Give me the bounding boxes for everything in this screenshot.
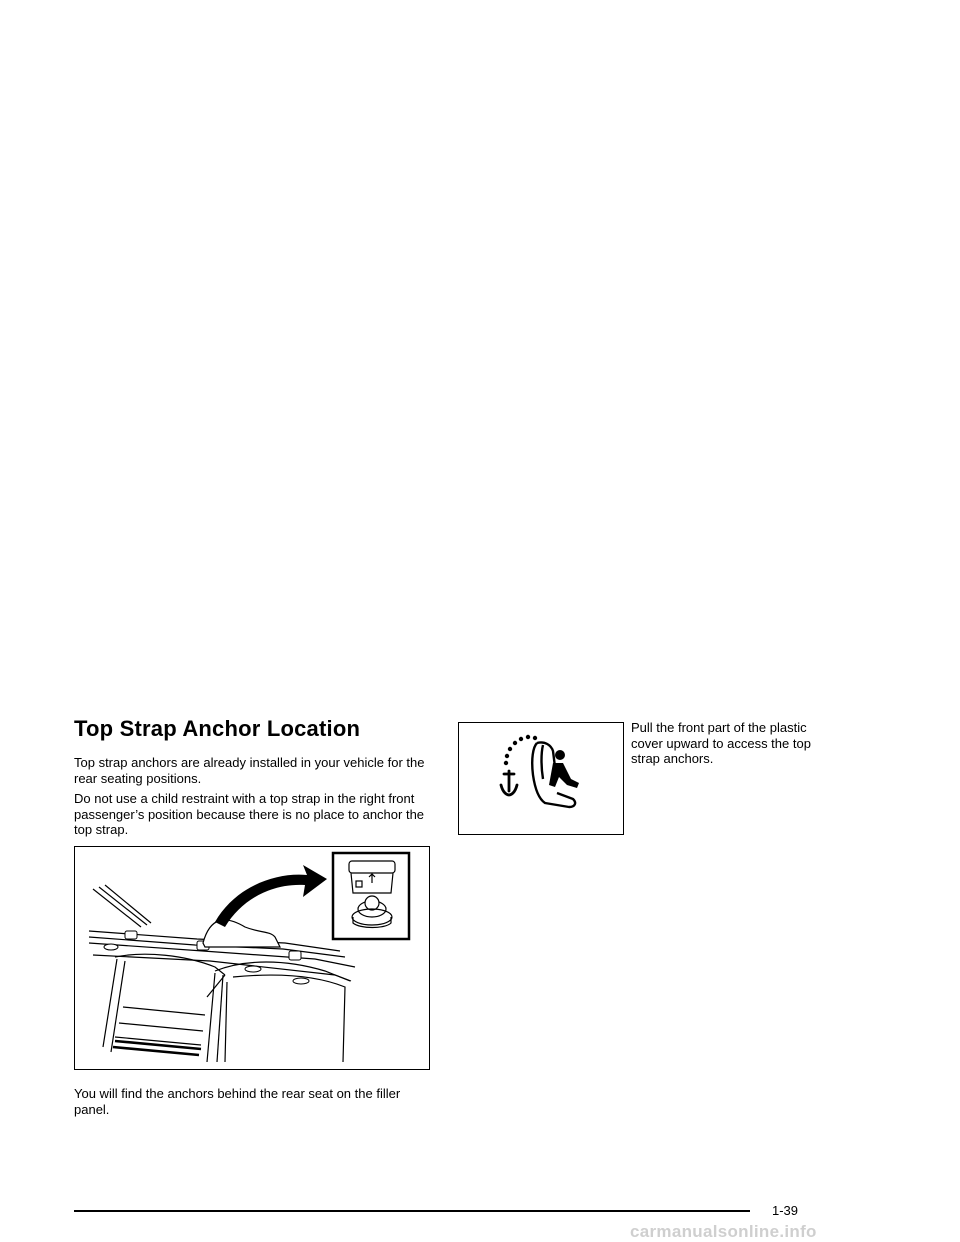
tether-anchor-icon — [459, 723, 623, 834]
intro-paragraph: Top strap anchors are already installed in your vehicle for the rear seating positions. — [74, 755, 425, 786]
watermark: carmanualsonline.info — [630, 1222, 817, 1241]
location-paragraph: You will find the anchors behind the rear seat on the filler panel. — [74, 1086, 401, 1117]
rear-shelf-drawing — [75, 847, 429, 1069]
warning-paragraph: Do not use a child restraint with a top strap in the right front passenger’s position because there is no place to anchor the top strap. — [74, 791, 425, 837]
page-number: 1-39 — [772, 1203, 799, 1218]
rear-shelf-illustration — [74, 846, 430, 1070]
cover-instruction: Pull the front part of the plastic cover upward to access the top strap anchors. — [631, 720, 811, 766]
footer-rule — [74, 1210, 750, 1212]
section-heading: Top Strap Anchor Location — [74, 716, 361, 741]
tether-symbol-box — [458, 722, 624, 835]
